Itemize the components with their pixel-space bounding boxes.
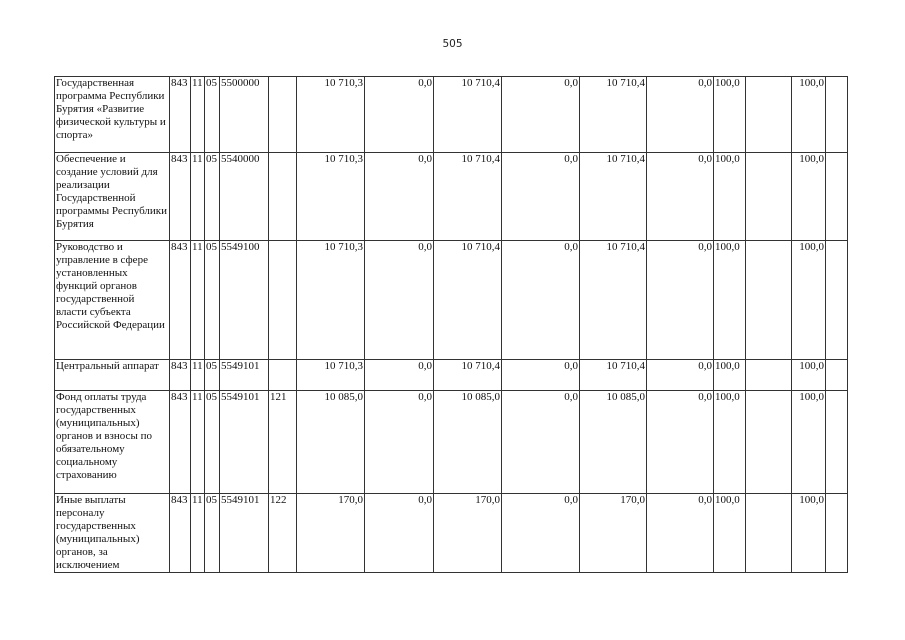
percent-of-plan-subvention [746,360,792,391]
percent-of-revised: 100,0 [792,494,826,573]
executed-amount: 10 085,0 [580,391,647,494]
subsection-code: 05 [205,391,220,494]
expense-code: 121 [269,391,297,494]
executed-subvention: 0,0 [647,77,714,153]
plan-amount: 10 085,0 [297,391,365,494]
row-name: Центральный аппарат [55,360,170,391]
plan-subvention: 0,0 [365,241,434,360]
section-code: 11 [191,360,205,391]
target-code: 5549101 [220,391,269,494]
percent-of-revised-subvention [826,391,848,494]
percent-of-plan-subvention [746,153,792,241]
row-name: Иные выплаты персоналу государственных (муниципальных) органов, за исключением [55,494,170,573]
plan-subvention: 0,0 [365,391,434,494]
percent-of-plan: 100,0 [714,391,746,494]
target-code: 5549101 [220,494,269,573]
table-row [55,494,848,573]
ministry-code: 843 [170,391,191,494]
subsection-code: 05 [205,494,220,573]
section-code: 11 [191,77,205,153]
plan-subvention: 0,0 [365,153,434,241]
percent-of-plan: 100,0 [714,494,746,573]
revised-amount: 10 710,4 [434,153,502,241]
percent-of-plan: 100,0 [714,241,746,360]
section-code: 11 [191,391,205,494]
ministry-code: 843 [170,77,191,153]
target-code: 5549101 [220,360,269,391]
section-code: 11 [191,241,205,360]
percent-of-revised-subvention [826,360,848,391]
percent-of-revised-subvention [826,77,848,153]
target-code: 5549100 [220,241,269,360]
revised-amount: 10 085,0 [434,391,502,494]
percent-of-revised-subvention [826,241,848,360]
expense-code [269,153,297,241]
revised-subvention: 0,0 [502,153,580,241]
executed-amount: 10 710,4 [580,241,647,360]
revised-subvention: 0,0 [502,360,580,391]
revised-subvention: 0,0 [502,391,580,494]
table-row [55,241,848,360]
table-row [55,360,848,391]
plan-amount: 10 710,3 [297,153,365,241]
target-code: 5540000 [220,153,269,241]
plan-subvention: 0,0 [365,77,434,153]
percent-of-revised: 100,0 [792,77,826,153]
percent-of-plan-subvention [746,391,792,494]
ministry-code: 843 [170,360,191,391]
executed-amount: 10 710,4 [580,77,647,153]
percent-of-plan: 100,0 [714,153,746,241]
plan-amount: 10 710,3 [297,77,365,153]
table-row [55,77,848,153]
subsection-code: 05 [205,241,220,360]
row-name: Государственная программа Республики Бурятия «Развитие физической культуры и спорта» [55,77,170,153]
percent-of-plan-subvention [746,77,792,153]
target-code: 5500000 [220,77,269,153]
expense-code: 122 [269,494,297,573]
executed-subvention: 0,0 [647,391,714,494]
percent-of-revised-subvention [826,153,848,241]
subsection-code: 05 [205,153,220,241]
ministry-code: 843 [170,494,191,573]
executed-amount: 10 710,4 [580,153,647,241]
revised-amount: 170,0 [434,494,502,573]
executed-subvention: 0,0 [647,241,714,360]
budget-table [54,76,848,573]
table-row [55,153,848,241]
revised-amount: 10 710,4 [434,241,502,360]
section-code: 11 [191,153,205,241]
revised-subvention: 0,0 [502,241,580,360]
percent-of-revised: 100,0 [792,153,826,241]
percent-of-plan-subvention [746,494,792,573]
plan-subvention: 0,0 [365,494,434,573]
subsection-code: 05 [205,77,220,153]
percent-of-plan: 100,0 [714,77,746,153]
plan-amount: 170,0 [297,494,365,573]
revised-amount: 10 710,4 [434,360,502,391]
revised-amount: 10 710,4 [434,77,502,153]
executed-subvention: 0,0 [647,360,714,391]
plan-amount: 10 710,3 [297,241,365,360]
percent-of-revised: 100,0 [792,360,826,391]
percent-of-revised: 100,0 [792,391,826,494]
executed-subvention: 0,0 [647,153,714,241]
percent-of-plan: 100,0 [714,360,746,391]
percent-of-revised: 100,0 [792,241,826,360]
expense-code [269,77,297,153]
executed-amount: 170,0 [580,494,647,573]
expense-code [269,360,297,391]
row-name: Обеспечение и создание условий для реализации Государственной программы Республики Бурятия [55,153,170,241]
percent-of-plan-subvention [746,241,792,360]
executed-subvention: 0,0 [647,494,714,573]
expense-code [269,241,297,360]
row-name: Фонд оплаты труда государственных (муниципальных) органов и взносы по обязательному социальному страхованию [55,391,170,494]
subsection-code: 05 [205,360,220,391]
ministry-code: 843 [170,241,191,360]
plan-amount: 10 710,3 [297,360,365,391]
revised-subvention: 0,0 [502,77,580,153]
percent-of-revised-subvention [826,494,848,573]
table-row [55,391,848,494]
revised-subvention: 0,0 [502,494,580,573]
plan-subvention: 0,0 [365,360,434,391]
section-code: 11 [191,494,205,573]
row-name: Руководство и управление в сфере установленных функций органов государственной власти субъекта Российской Федерации [55,241,170,360]
page-number: 505 [442,38,463,50]
executed-amount: 10 710,4 [580,360,647,391]
ministry-code: 843 [170,153,191,241]
